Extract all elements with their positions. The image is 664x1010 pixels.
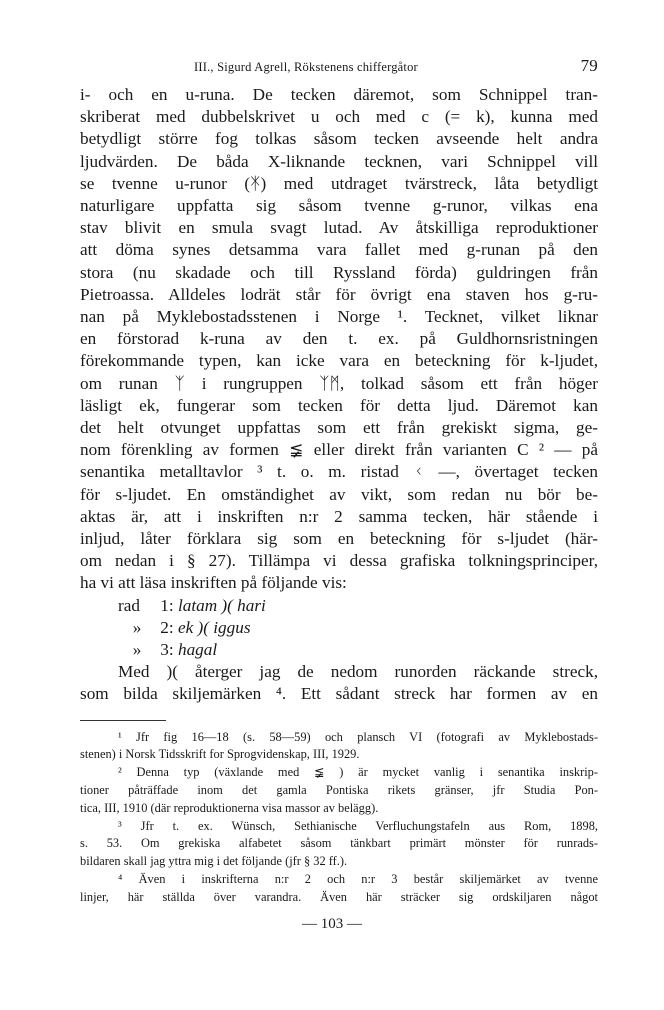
running-title: III., Sigurd Agrell, Rökstenens chiffergåtor <box>194 60 418 74</box>
row-prefix: » <box>132 640 142 660</box>
body-line: naturligare uppfatta sig såsom tvenne g-runor, vilkas ena <box>80 196 598 216</box>
reading-row <box>80 595 598 617</box>
row-prefix: rad <box>118 595 140 615</box>
row-number: 2: <box>160 617 174 637</box>
body-line: senantika metalltavlor ³ t. o. m. ristad ᚲ —, övertaget tecken <box>80 462 598 482</box>
body-line: nom förenkling av formen ≨ eller direkt från varianten C ² — på <box>80 440 598 460</box>
footnote-line: ¹ Jfr fig 16—18 (s. 58—59) och plansch VI (fotografi av Myklebostads- <box>118 729 598 744</box>
page <box>80 52 598 907</box>
reading-row <box>80 639 598 661</box>
footnote-line: bildaren skall jag yttra mig i det följande (jfr § 32 ff.). <box>80 854 348 869</box>
body-line: stora (nu skadade och till Ryssland förda) guldringen från <box>80 262 598 282</box>
body-line: läsligt ek, fungerar som tecken för detta ljud. Däremot kan <box>80 395 598 415</box>
body-line: som bilda skiljemärken ⁴. Ett sådant streck har formen av en <box>80 684 598 704</box>
reading-row <box>80 617 598 639</box>
body-line: Pietroassa. Alldeles lodrät står för övrigt ena staven hos g-ru- <box>80 284 598 304</box>
page-footer-number: — 103 — <box>302 916 362 932</box>
footnote-line: tica, III, 1910 (där reproduktionerna visa massor av belägg). <box>80 800 379 815</box>
body-line: det helt otvunget uppfattas som ett från grekiskt sigma, ge- <box>80 418 598 438</box>
body-line: ljudvärden. De båda X-liknande tecknen, vari Schnippel vill <box>80 151 598 171</box>
footnote-line: ³ Jfr t. ex. Wünsch, Sethianische Verfluchungstafeln aus Rom, 1898, <box>118 818 598 833</box>
footnote-line: ⁴ Även i inskrifterna n:r 2 och n:r 3 består skiljemärket av tvenne <box>118 872 598 887</box>
row-text: hagal <box>177 640 218 660</box>
body-line: inljud, låter förklara sig som en beteckning för s-ljudet (här- <box>80 529 598 549</box>
body-line: betydligt större fog tolkas såsom tecken avseende helt andra <box>80 129 598 149</box>
body-line: se tvenne u-runor (ᛡ) med utdraget tvärstreck, låta betydligt <box>80 173 598 193</box>
row-text: latam )( hari <box>177 595 266 615</box>
row-prefix: » <box>132 617 142 637</box>
body-line: nan på Myklebostadsstenen i Norge ¹. Tecknet, vilket liknar <box>80 307 598 327</box>
body-line: Med )( återger jag de nedom runorden räckande streck, <box>118 662 598 682</box>
body-line: skriberat med dubbelskrivet u och med c (= k), kunna med <box>80 107 598 127</box>
row-text: ek )( iggus <box>177 617 251 637</box>
body-line: en förstorad k-runa av den t. ex. på Guldhornsristningen <box>80 329 598 349</box>
footnotes <box>80 729 598 907</box>
reading-rows <box>80 595 598 662</box>
body-line: ha vi att läsa inskriften på följande vis: <box>80 573 347 593</box>
footnote-line: stenen) i Norsk Tidsskrift for Sprogvidenskap, III, 1929. <box>80 747 360 762</box>
body-text <box>80 84 598 706</box>
row-number: 1: <box>160 595 174 615</box>
body-line: förekommande typen, kan icke vara en beteckning för k-ljudet, <box>80 351 598 371</box>
footnote-line: tioner påträffade inom det gamla Pontiska rikets gränser, jfr Studia Pon- <box>80 783 598 798</box>
body-line: att döma synes detsamma vara fallet med g-runan på den <box>80 240 598 260</box>
footnote-separator <box>80 720 166 721</box>
body-line: aktas är, att i inskriften n:r 2 samma tecken, här stående i <box>80 506 598 526</box>
body-line: i- och en u-runa. De tecken däremot, som Schnippel tran- <box>80 85 598 104</box>
body-line: stav blivit en smula svagt lutad. Av åtskilliga reproduktioner <box>80 218 598 238</box>
body-line: om nedan i § 27). Tillämpa vi dessa grafiska tolkningsprinciper, <box>80 551 598 571</box>
footnote-line: ² Denna typ (växlande med ≨ ) är mycket vanlig i senantika inskrip- <box>118 765 598 780</box>
footnote-line: linjer, här ställda över varandra. Även här sträcker sig ordskiljaren något <box>80 889 598 904</box>
body-line: om runan ᛉ i rungruppen ᛉᛗ, tolkad såsom ett från höger <box>80 373 598 393</box>
row-number: 3: <box>160 640 174 660</box>
running-header <box>80 52 598 82</box>
page-number: 79 <box>580 56 598 75</box>
body-line: för s-ljudet. En omständighet av vikt, som redan nu bör be- <box>80 484 598 504</box>
footnote-line: s. 53. Om grekiska alfabetet såsom tänkbart primärt mönster för runrads- <box>80 836 598 851</box>
